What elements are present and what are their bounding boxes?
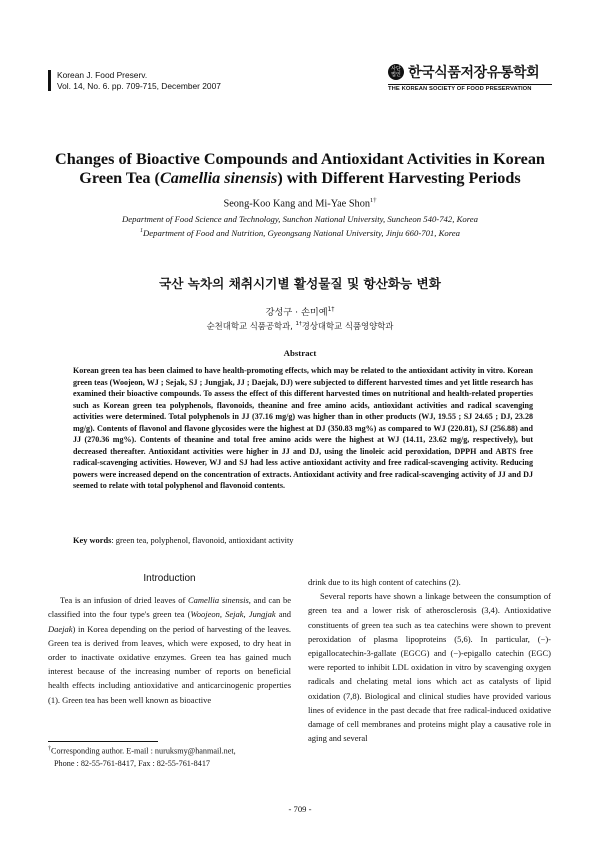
journal-name: Korean J. Food Preserv. [57,70,148,80]
abstract-heading: Abstract [283,348,317,358]
keywords [73,536,533,545]
author-list: Seong-Koo Kang and Mi-Yae Shon$^{1\dagger}$ [223,197,377,210]
paper-title: Changes of Bioactive Compounds and Antioxidant Activities in Korean Green Tea (Camellia sinensis) with Different Harvesting Periods [55,150,545,187]
society-name-english: THE KOREAN SOCIETY OF FOOD PRESERVATION [388,84,552,92]
section-heading-introduction: Introduction [143,573,196,584]
society-name-korean: 한국식품저장유통학회 [408,65,540,81]
keywords-label: Key words [73,536,112,545]
abstract-body: Korean green tea has been claimed to have health-promoting effects, which may be related to the antioxidant activity in vitro. Korean green teas (Woojeon, WJ ; Sejak, SJ ; Jungjak, JJ ; Daejak, DJ) were subjected to different harvested times and yet little research has examined their bioactive compounds. To assess the effect of this different harvested times on nutritional and health-related properties such as Korean green tea polyphenols, flavonoids, theanine and free amino acids, antioxidant activities and radical scavenging activities were determined. Total polyphenols in JJ (37.16 mg/g) was higher than in other products (WJ, 19.55 ; SJ 24.65 ; DJ, 23.28 mg/g). Contents of flavonol and flavone glycosides were the highest at DJ (350.83 mg%) as compared to WJ (220.81), SJ (256.88) and JJ (270.36 mg%). Contents of theanine and total free amino acids were the highest at WJ (14.11, 23.62 mg/g, respectively), but decreased thereafter. Antioxidant activities were higher in JJ and DJ, using the linoleic acid peroxidation, DPPH and ABTS free radical-scavenging activities. However, WJ and SJ had less active antioxidant activity and free radical-scavenging activity. Reducing powers were increased depend on the concentration of extracts. Antioxidant activity and free radical-scavenging activity of JJ and DJ seemed to relate with total polyphenol and flavonoid contents. [73,366,533,490]
journal-volume: Vol. 14, No. 6. pp. 709-715, December 2007 [57,80,221,91]
korean-title: 국산 녹차의 채취시기별 활성물질 및 항산화능 변화 [159,276,441,291]
keywords-list: : green tea, polyphenol, flavonoid, antioxidant activity [111,536,294,545]
left-column [48,572,291,707]
intro-paragraph-2: Several reports have shown a linkage between the consumption of green tea and a lower risk of atherosclerosis (3,4). Antioxidative constituents of green tea such as tea catechins were shown to prevent peroxidation of plasma lipoproteins (5,6). In particular, (−)-epigallocatechin-3-gallate (EGCG) and (−)-epigallo catechin (EGC) were reported to inhibit LDL oxidation in vitro by scavenging oxygen radicals and chelating metal ions which act as catalysts of lipid oxidation (7,8). Biological and clinical studies have provided various lines of evidence in the past decade that free radical-induced oxidative damage of cell membranes and proteins might play a causative role in aging and several [308,591,551,744]
intro-paragraph-1: Tea is an infusion of dried leaves of Camellia sinensis, and can be classified into the four type's green tea (Woojeon, Sejak, Jungjak and Daejak) in Korea depending on the period of harvesting of the leaves. Green tea is derived from leaves, which were exposed, to dry heat in order to inactivate oxidative enzymes. Green tea has gained much interest because of the increasing number of reports on beneficial health effects including antioxidative and anticarcinogenic properties (1). Green tea has been well known as bioactive [48,595,292,705]
corresponding-author-footnote: †Corresponding author. E-mail : nuruksmy@hanmail.net, Phone : 82-55-761-8417, Fax : 82-55-761-8417 [48,746,236,769]
society-logo-block [388,62,552,92]
footnote-divider [48,741,158,742]
korean-authors: 강성구 · 손미예$^{1\dagger}$ [265,305,335,318]
intro-paragraph-1-continued: drink due to its high content of catechins (2). [308,577,461,587]
author-affiliations: Department of Food Science and Technology, Sunchon National University, Suncheon 540-742, Korea $^1$Department of Food and Nutrition, Gyeongsang National University, Jinju 660-701, Korea [122,214,478,238]
korean-affiliations: 순천대학교 식품공학과, $^{1\dagger}$경상대학교 식품영양학과 [206,321,394,331]
page-number: - 709 - [288,804,312,814]
journal-citation [48,70,221,91]
right-column [308,575,551,745]
society-emblem-icon: 사단 법인 [388,64,404,80]
